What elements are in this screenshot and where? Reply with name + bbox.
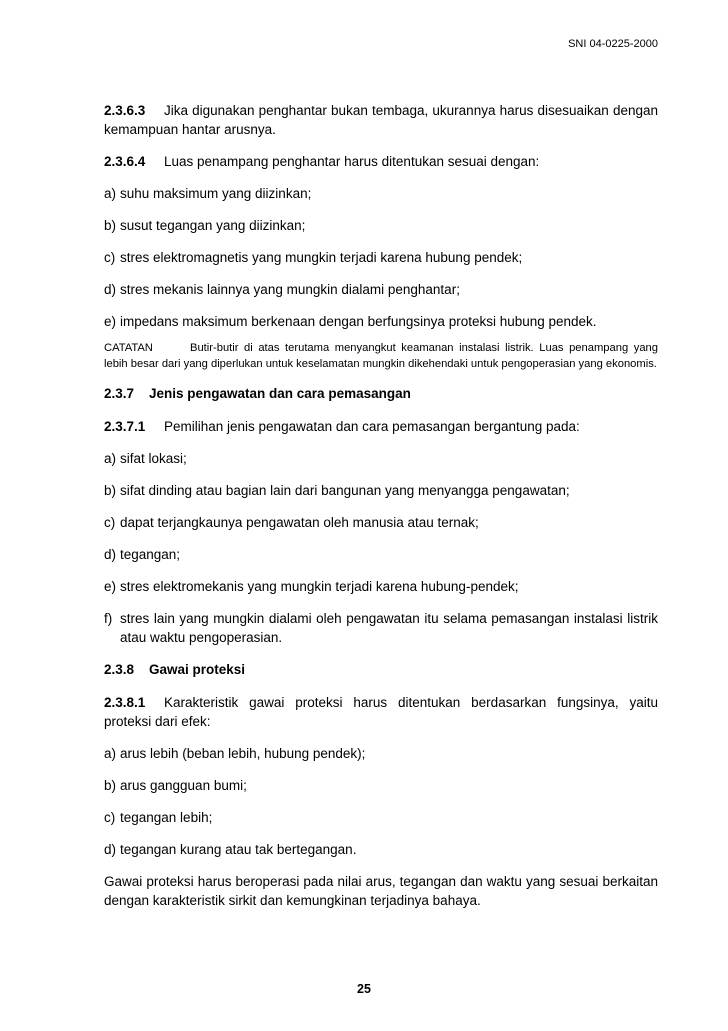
list-item-text: stres elektromekanis yang mungkin terjadi karena hubung-pendek; bbox=[120, 579, 519, 594]
list-item bbox=[104, 248, 658, 267]
clause-2-3-7-1 bbox=[104, 417, 658, 436]
document-body bbox=[104, 101, 658, 923]
list-item bbox=[104, 776, 658, 795]
page-header-standard-code: SNI 04-0225-2000 bbox=[568, 38, 658, 50]
list-item-text: arus lebih (beban lebih, hubung pendek); bbox=[120, 746, 366, 761]
list-item-text: dapat terjangkaunya pengawatan oleh manusia atau ternak; bbox=[120, 515, 479, 530]
list-marker: d) bbox=[104, 547, 117, 562]
list-item bbox=[104, 840, 658, 859]
list-marker: c) bbox=[104, 515, 116, 530]
list-item bbox=[104, 609, 658, 647]
clause-2-3-8-1 bbox=[104, 693, 658, 731]
list-item bbox=[104, 280, 658, 299]
list-item bbox=[104, 216, 658, 235]
list-item-text: impedans maksimum berkenaan dengan berfungsinya proteksi hubung pendek. bbox=[120, 314, 597, 329]
list-marker: e) bbox=[104, 314, 117, 329]
clause-number: 2.3.7.1 bbox=[104, 419, 146, 434]
note-text-lead: Butir-butir di atas terutama menyangkut keamanan instalasi listrik. bbox=[190, 342, 534, 354]
clause-text: Karakteristik gawai proteksi harus ditentukan berdasarkan fungsinya, yaitu proteksi dari efek: bbox=[104, 695, 658, 729]
list-item bbox=[104, 577, 658, 596]
clause-number: 2.3.6.3 bbox=[104, 103, 146, 118]
list-item bbox=[104, 184, 658, 203]
list-item bbox=[104, 808, 658, 827]
clause-number: 2.3.6.4 bbox=[104, 154, 146, 169]
list-marker: b) bbox=[104, 218, 117, 233]
list-item-text: stres elektromagnetis yang mungkin terjadi karena hubung pendek; bbox=[120, 250, 523, 265]
list-marker: c) bbox=[104, 810, 116, 825]
list-marker: d) bbox=[104, 282, 117, 297]
clause-2-3-6-4 bbox=[104, 152, 658, 171]
list-item bbox=[104, 513, 658, 532]
list-item-text: stres lain yang mungkin dialami oleh pengawatan itu selama pemasangan instalasi listrik atau waktu pengoperasian. bbox=[120, 611, 658, 645]
list-item-text: tegangan kurang atau tak bertegangan. bbox=[120, 842, 357, 857]
list-item bbox=[104, 449, 658, 468]
list-item-text: susut tegangan yang diizinkan; bbox=[120, 218, 306, 233]
clause-text: Pemilihan jenis pengawatan dan cara pemasangan bergantung pada: bbox=[164, 419, 580, 434]
list-marker: b) bbox=[104, 778, 117, 793]
list-item-text: suhu maksimum yang diizinkan; bbox=[120, 186, 312, 201]
list-marker: d) bbox=[104, 842, 117, 857]
list-item-text: sifat dinding atau bagian lain dari bangunan yang menyangga pengawatan; bbox=[120, 483, 570, 498]
list-marker: a) bbox=[104, 746, 117, 761]
list-item-text: stres mekanis lainnya yang mungkin dialami penghantar; bbox=[120, 282, 460, 297]
section-heading-2-3-8 bbox=[104, 660, 658, 679]
clause-text: Luas penampang penghantar harus ditentukan sesuai dengan: bbox=[164, 154, 540, 169]
clause-2-3-6-3 bbox=[104, 101, 658, 139]
page-number: 25 bbox=[357, 982, 371, 996]
list-marker: b) bbox=[104, 483, 117, 498]
list-marker: f) bbox=[104, 611, 113, 626]
section-title: Gawai proteksi bbox=[149, 662, 246, 677]
section-number: 2.3.8 bbox=[104, 662, 135, 677]
note-label: CATATAN bbox=[104, 342, 153, 354]
section-number: 2.3.7 bbox=[104, 386, 135, 401]
list-item bbox=[104, 312, 658, 331]
list-marker: a) bbox=[104, 451, 117, 466]
list-item-text: sifat lokasi; bbox=[120, 451, 187, 466]
section-heading-2-3-7 bbox=[104, 384, 658, 403]
note-text: Luas penampang yang lebih besar dari yang diperlukan untuk keselamatan mungkin dikehendaki untuk pengoperasian yang ekonomis. bbox=[104, 342, 658, 370]
list-item bbox=[104, 481, 658, 500]
list-item-text: tegangan; bbox=[120, 547, 181, 562]
catatan-note bbox=[104, 341, 658, 372]
list-item bbox=[104, 545, 658, 564]
list-item-text: tegangan lebih; bbox=[120, 810, 213, 825]
list-marker: e) bbox=[104, 579, 117, 594]
list-marker: a) bbox=[104, 186, 117, 201]
section-title: Jenis pengawatan dan cara pemasangan bbox=[149, 386, 411, 401]
list-item bbox=[104, 744, 658, 763]
clause-number: 2.3.8.1 bbox=[104, 695, 146, 710]
list-item-text: arus gangguan bumi; bbox=[120, 778, 247, 793]
list-marker: c) bbox=[104, 250, 116, 265]
clause-text: Jika digunakan penghantar bukan tembaga, ukurannya harus disesuaikan dengan kemampuan hantar arusnya. bbox=[104, 103, 658, 137]
closing-paragraph: Gawai proteksi harus beroperasi pada nilai arus, tegangan dan waktu yang sesuai berkaitan dengan karakteristik sirkit dan kemungkinan terjadinya bahaya. bbox=[104, 874, 658, 908]
